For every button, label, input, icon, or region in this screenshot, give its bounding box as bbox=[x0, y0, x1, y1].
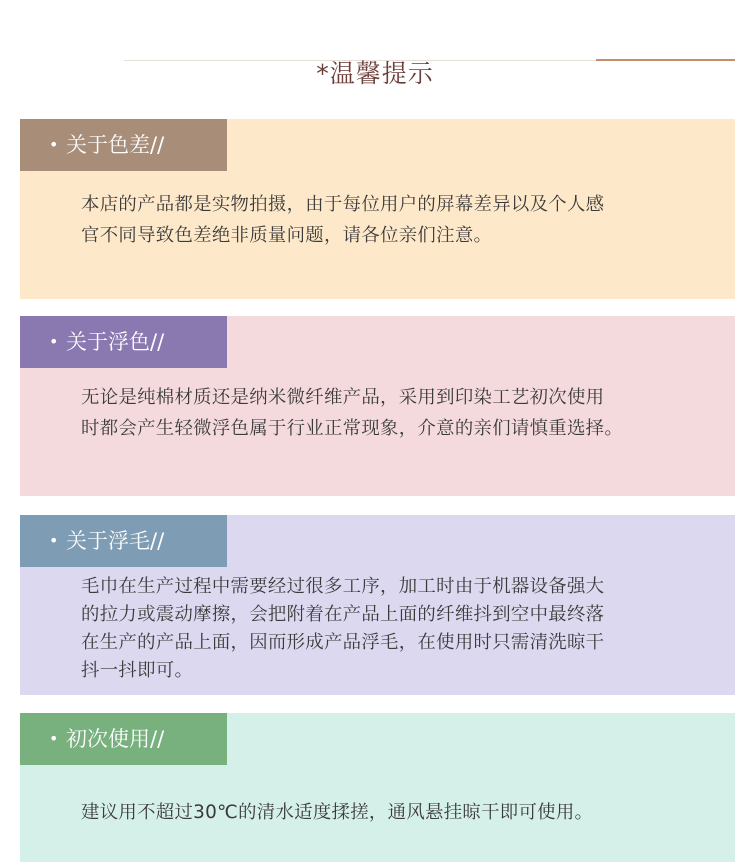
text-line: 毛巾在生产过程中需要经过很多工序，加工时由于机器设备强大 bbox=[81, 576, 605, 597]
card-description bbox=[81, 797, 721, 828]
bullet-dot-icon: • bbox=[49, 135, 59, 154]
text-line: 抖一抖即可。 bbox=[81, 660, 194, 681]
text-line: 本店的产品都是实物拍摄，由于每位用户的屏幕差异以及个人感 bbox=[81, 194, 605, 215]
card-title: 关于浮色// bbox=[66, 330, 165, 354]
bullet-dot-icon: • bbox=[49, 729, 59, 748]
card-tab bbox=[20, 713, 227, 765]
notice-card-first-use bbox=[20, 713, 735, 862]
card-title: 初次使用// bbox=[66, 727, 165, 751]
page-title: *温馨提示 bbox=[316, 59, 434, 88]
text-line: 在生产的产品上面，因而形成产品浮毛，在使用时只需清洗晾干 bbox=[81, 632, 605, 653]
text-line: 无论是纯棉材质还是纳米微纤维产品，采用到印染工艺初次使用 bbox=[81, 387, 605, 408]
card-title: 关于浮毛// bbox=[66, 529, 165, 553]
notice-card-floating-color bbox=[20, 316, 735, 496]
bullet-dot-icon: • bbox=[49, 332, 59, 351]
text-line: 的拉力或震动摩擦，会把附着在产品上面的纤维抖到空中最终落 bbox=[81, 604, 605, 625]
card-description bbox=[81, 382, 681, 444]
notice-card-floating-lint bbox=[20, 515, 735, 695]
bullet-dot-icon: • bbox=[49, 531, 59, 550]
card-tab bbox=[20, 515, 227, 567]
card-title: 关于色差// bbox=[66, 133, 165, 157]
text-line: 官不同导致色差绝非质量问题，请各位亲们注意。 bbox=[81, 225, 493, 246]
card-tab bbox=[20, 316, 227, 368]
text-line: 时都会产生轻微浮色属于行业正常现象，介意的亲们请慎重选择。 bbox=[81, 418, 624, 439]
card-tab bbox=[20, 119, 227, 171]
text-line: 建议用不超过30℃的清水适度揉搓，通风悬挂晾干即可使用。 bbox=[81, 802, 594, 823]
notice-card-color-difference bbox=[20, 119, 735, 299]
card-description bbox=[81, 573, 681, 685]
card-description bbox=[81, 189, 681, 251]
